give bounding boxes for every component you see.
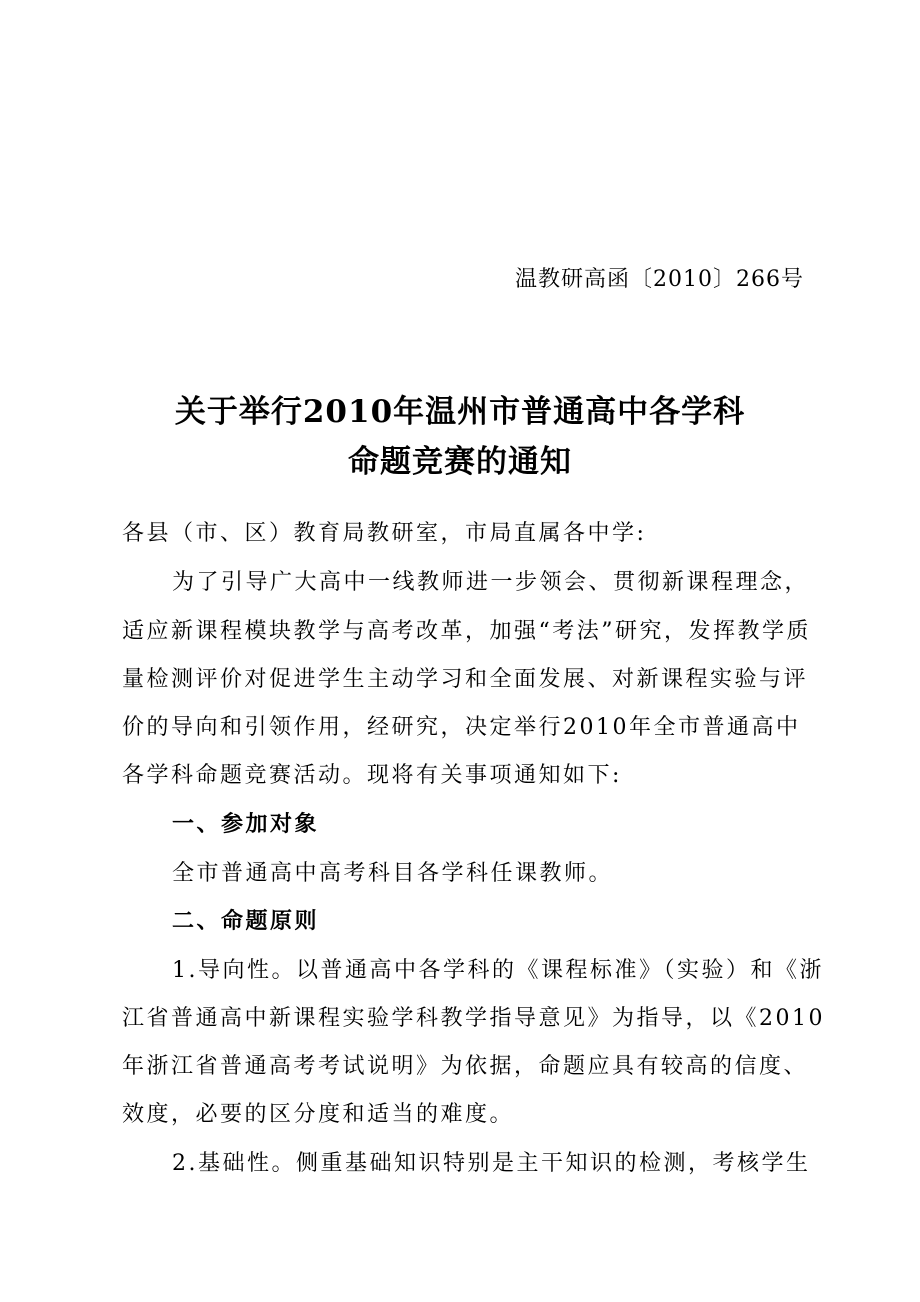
- intro-line-4: 价的导向和引领作用，经研究，决定举行2010年全市普通高中: [122, 715, 801, 740]
- document-number: 温教研高函〔2010〕266号: [515, 267, 804, 292]
- title-line-1: 关于举行2010年温州市普通高中各学科: [174, 394, 746, 430]
- title-line-2: 命题竞赛的通知: [348, 444, 572, 480]
- intro-line-3: 量检测评价对促进学生主动学习和全面发展、对新课程实验与评: [122, 667, 809, 692]
- section-1-heading: 一、参加对象: [172, 811, 320, 837]
- item-1-line-4: 效度，必要的区分度和适当的难度。: [122, 1102, 515, 1127]
- salutation: 各县（市、区）教育局教研室，市局直属各中学:: [122, 521, 647, 546]
- section-1-body: 全市普通高中高考科目各学科任课教师。: [172, 861, 614, 886]
- item-1-line-2: 江省普通高中新课程实验学科教学指导意见》为指导，以《2010: [122, 1006, 825, 1031]
- intro-line-5: 各学科命题竞赛活动。现将有关事项通知如下:: [122, 763, 622, 788]
- item-1-line-1: 1.导向性。以普通高中各学科的《课程标准》（实验）和《浙: [172, 958, 824, 983]
- intro-line-2: 适应新课程模块教学与高考改革，加强“考法”研究，发挥教学质: [122, 619, 811, 644]
- item-2-line-1: 2.基础性。侧重基础知识特别是主干知识的检测，考核学生: [172, 1151, 811, 1176]
- item-1-line-3: 年浙江省普通高考考试说明》为依据，命题应具有较高的信度、: [122, 1054, 809, 1079]
- intro-line-1: 为了引导广大高中一线教师进一步领会、贯彻新课程理念，: [172, 570, 810, 595]
- section-2-heading: 二、命题原则: [172, 908, 320, 934]
